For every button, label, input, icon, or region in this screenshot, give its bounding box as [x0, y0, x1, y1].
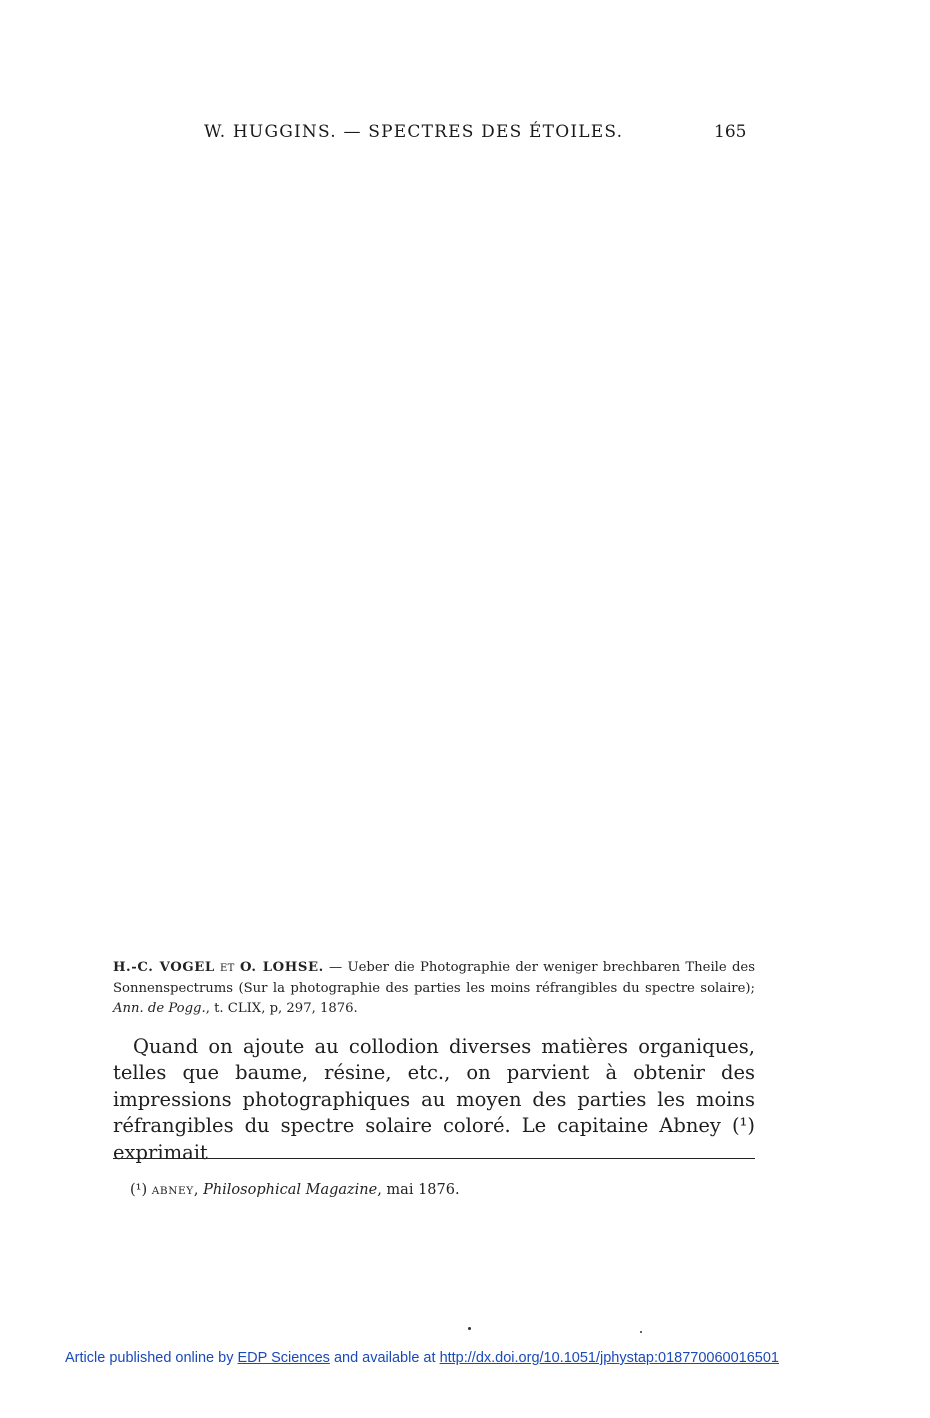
publisher-note-prefix: Article published online by — [65, 1350, 238, 1366]
footnote-author: ABNEY — [151, 1185, 194, 1197]
review-author-1: H.-C. VOGEL — [113, 960, 215, 975]
footnote-marker: (¹) — [130, 1182, 148, 1198]
running-head — [0, 122, 930, 146]
running-title: W. HUGGINS. — SPECTRES DES ÉTOILES. — [204, 122, 624, 142]
body-text — [113, 1034, 755, 1166]
scan-speck — [468, 1327, 471, 1330]
review-heading — [113, 958, 755, 1019]
footnote-rule — [113, 1158, 755, 1159]
scan-speck — [640, 1331, 642, 1333]
footnote: (¹) ABNEY, Philosophical Magazine, mai 1876. — [130, 1182, 460, 1198]
body-text-before-ref: Quand on ajoute au collodion diverses matières organiques, telles que baume, résine, etc., on parvient à obtenir des impressions photographiques au moyen des parties les moins réfrangibles du spectre solaire coloré. Le capitaine Abney — [113, 1035, 755, 1138]
publisher-link[interactable]: EDP Sciences — [237, 1350, 330, 1366]
doi-link[interactable]: http://dx.doi.org/10.1051/jphystap:018770060016501 — [439, 1350, 779, 1366]
footnote-ref-mark[interactable]: (¹) — [731, 1114, 755, 1138]
review-citation: , t. CLIX, p, 297, 1876. — [205, 1001, 358, 1016]
publisher-note — [65, 1350, 885, 1366]
body-paragraph — [113, 1034, 755, 1166]
review-conjunction: ET — [219, 963, 235, 974]
footnote-journal: Philosophical Magazine — [203, 1182, 378, 1198]
publisher-note-middle: and available at — [329, 1350, 440, 1366]
footnote-date: , mai 1876. — [377, 1182, 460, 1198]
page-number: 165 — [714, 122, 747, 142]
review-title: — Ueber die Photographie der weniger brechbaren Theile des Sonnenspectrums (Sur la photographie des parties les moins réfrangibles du spectre solaire); — [113, 960, 755, 996]
review-author-2: O. LOHSE. — [240, 960, 324, 975]
body-text-after-ref: exprimait — [113, 1140, 208, 1164]
review-journal: Ann. de Pogg. — [113, 1001, 206, 1016]
